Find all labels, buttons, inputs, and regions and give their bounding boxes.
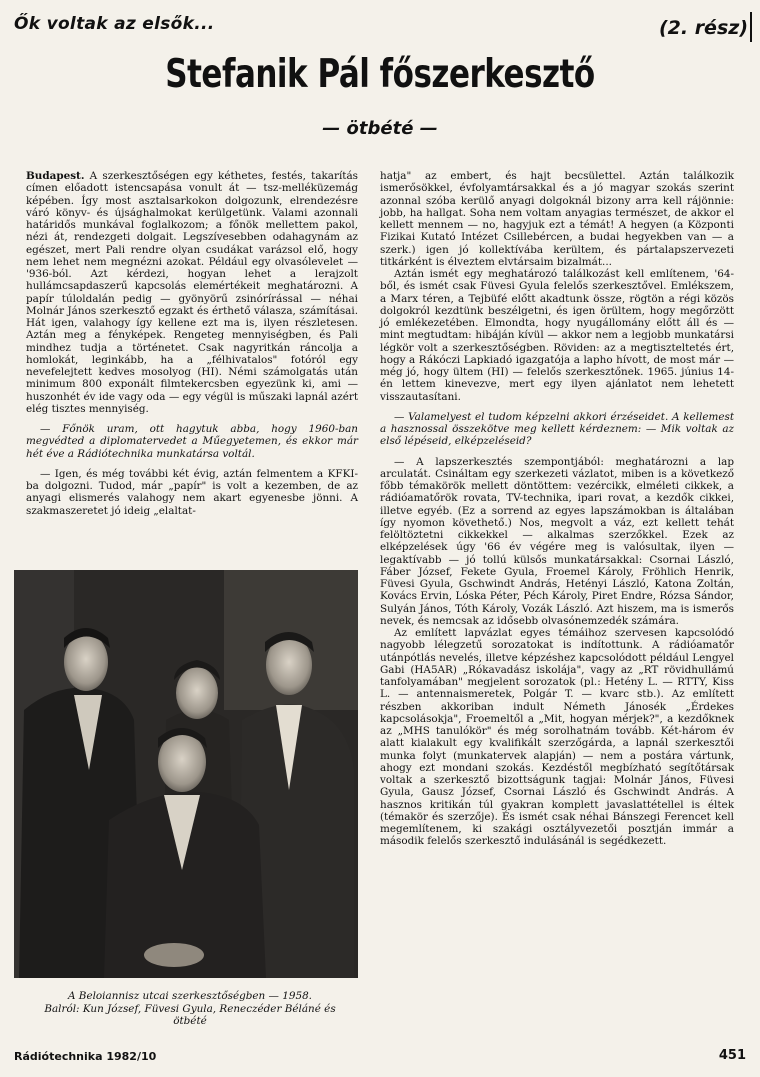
page-number: 451 <box>718 1048 746 1063</box>
dateline: Budapest. <box>26 170 85 182</box>
right-column <box>380 170 734 848</box>
photo-caption-line-2: Balról: Kun József, Füvesi Gyula, Reneczéder Béláné és ötbété <box>44 1002 336 1027</box>
paragraph-4: Aztán ismét egy meghatározó találkozást kell említenem, '64-ből, és ismét csak Füvesi Gyula felelős szerkesztővel. Emlékszem, a Marx téren, a Tejbüfé előtt akadtunk össze, rögtön a régi közös dolgokról kezdtünk beszélgetni, és igen örültem, hogy megőrzött jó emlékezetében. Elmondta, hogy nyugállomány előtt áll és — mint megtudtam: hibáján kívül — akkor nem a legjobb munkatársi légkör volt a szerkesztőségben. Röviden: az a megtiszteltetés ért, hogy a Rákóczi Lapkiadó igazgatója a lapho hívott, de most már — még jó, hogy ültem (HI) — felelős szerkesztőnek. 1965. június 14-én lettem kinevezve, mert egy ilyen ajánlatot nem lehetett visszautasítani. <box>380 268 734 403</box>
part-label <box>659 12 752 42</box>
byline: — ötbété — <box>322 118 438 139</box>
photo-caption-line-1: A Beloiannisz utcai szerkesztőségben — 1958. <box>68 990 312 1002</box>
part-bar <box>750 12 752 42</box>
paragraph-1 <box>26 170 358 415</box>
paragraph-1-text: A szerkesztőségen egy kéthetes, festés, takarítás címen előadott istencsapása vonult át — tsz-melléküzemág képében. Így most asztalsarkokon dolgozunk, elrendezésre váró könyv- és újsághalmokat kerülgetünk. Valami azonnali határidős munkával foglalkozom; a főnök mellettem pakol, nézi át, rendezgeti dolgait. Legszívesebben odahagynám az egészet, mert Pali rendre olyan csudákat varázsol elő, hogy nem lehet nem megnézni azokat. Például egy olvasólevelet — '936-ból. Azt kérdezi, hogyan lehet a lerajzolt hullámcsapdaszerű kapcsolás elemértékeit meghatározni. A papír túloldalán pedig — gyönyörű zsinórírással — néhai Molnár János szerkesztő egzakt és érthető válasza, számításai. Hát igen, valahogy így kellene ezt ma is, ilyen részletesen. Aztán meg a fényképek. Rengeteg mennyiségben, és Pali mindhez tudja a történetet. Csak nagyritkán ráncolja a homlokát, leginkább, ha a „félhivatalos" fotóról egy nevefelejtett kedves mosolyog (HI). Némi számolgatás után minimum 800 exponált filmtekercsben egyezünk ki, ami — huszonhét év ide vagy oda — egy végül is műszaki lapnál azért elég tisztes mennyiség. <box>26 170 358 415</box>
part-text: (2. rész) <box>658 17 748 39</box>
paragraph-6: Az említett lapvázlat egyes témáihoz szervesen kapcsolódó nagyobb lélegzetű sorozatokat is indítottunk. A rádióamatőr utánpótlás nevelés, illetve képzéshez kapcsolódott például Lengyel Gabi (HA5AR) „Rókavadász iskolája", vagy az „RT rövidhullámú tanfolyamában" megjelent sorozatok (pl.: Hetény L. — RTTY, Kiss L. — antennaismeretek, Polgár T. — kvarc stb.). Az említett részben akkoriban indult Németh Jánosék „Érdekes kapcsolásokja", Froemeltől a „Mit, hogyan mérjek?", a kezdőknek az „MHS tanulókör" és még sorolhatnám tovább. Két-három év alatt kialakult egy kvalifikált szerzőgárda, a lapnál szerkesztői munka folyt (munkatervek alapján) — nem a postára vártunk, ahogy ezt mondani szokás. Kezdéstől megbízható segítőtársak voltak a szerkesztő bizottságunk tagjai: Molnár János, Füvesi Gyula, Gausz József, Csornai László és Gschwindt András. A hasznos kritikán túl gyakran komplett javaslattétellel is éltek (témakör és szerzője). És ismét csak néhai Bánszegi Ferencet kell megemlítenem, ki szakági osztályvezetői posztján immár a második felelős szerkesztő indulásánál is segédkezett. <box>380 627 734 848</box>
group-photo-image <box>14 570 358 978</box>
article-title: Stefanik Pál főszerkesztő <box>165 52 595 97</box>
photo-caption <box>30 990 350 1028</box>
interviewer-question-1: — Főnök uram, ott hagytuk abba, hogy 1960-ban megvédted a diplomatervedet a Műegyetemen, és ekkor már hét éve a Rádiótechnika munkatársa voltál. <box>26 423 358 460</box>
left-column <box>26 170 358 517</box>
series-title: Ők voltak az elsők... <box>14 14 215 34</box>
journal-issue: Rádiótechnika 1982/10 <box>14 1050 157 1063</box>
group-photo <box>14 570 358 978</box>
paragraph-5: — A lapszerkesztés szempontjából: meghatározni a lap arculatát. Csináltam egy szerkezeti vázlatot, miben is a következő főbb témakörök mellett döntöttem: vezércikk, elméleti cikkek, a rádióamatőrök rovata, TV-technika, ipari rovat, a kezdők cikkei, illetve egyéb. (Ez a sorrend az egyes lapszámokban is általában így nyomon követhető.) Nos, megvolt a váz, ezt kellett tehát felöltöztetni cikkekkel — alkalmas szerzőkkel. Ezek az elképzelések úgy '66 év végére meg is valósultak, ilyen — legaktívabb — jó tollú külsős munkatársakkal: Csornai László, Fáber József, Fekete Gyula, Froemel Károly, Fröhlich Henrik, Füvesi Gyula, Gschwindt András, Hetényi László, Katona Zoltán, Kovács Ervin, Lóska Péter, Péch Károly, Piret Endre, Rózsa Sándor, Sulyán János, Tóth Károly, Vozák László. Azt hiszem, ma is ismerős nevek, és nemcsak az idősebb olvasónemzedék számára. <box>380 455 734 627</box>
paragraph-3: hatja" az embert, és hajt becsülettel. Aztán találkozik ismerősökkel, évfolyamtársakkal és a jó magyar szokás szerint azonnal szóba kerülő anyagi dolgoknál bizony arra kell rájönnie: jobb, ha hallgat. Soha nem voltam anyagias természet, de akkor el kellett mennem — no, hagyjuk ezt a témát! A hegyen (a Központi Fizikai Kutató Intézet Csillebércen, a budai hegyekben van — a szerk.) igen jó kollektívába kerültem, és pártalapszervezeti titkárként is élveztem elvtársaim bizalmát... <box>380 170 734 268</box>
interviewer-question-2: — Valamelyest el tudom képzelni akkori érzéseidet. A kellemest a hasznossal összekötve meg kellett kérdeznem: — Mik voltak az első lépéseid, elképzeléseid? <box>380 410 734 448</box>
paragraph-2: — Igen, és még további két évig, aztán felmentem a KFKI-ba dolgozni. Tudod, már „papír" is volt a kezemben, de az anyagi elismerés valahogy nem akart egyenesbe jönni. A szakmaszeretet jó ideig „elaltat- <box>26 467 358 517</box>
